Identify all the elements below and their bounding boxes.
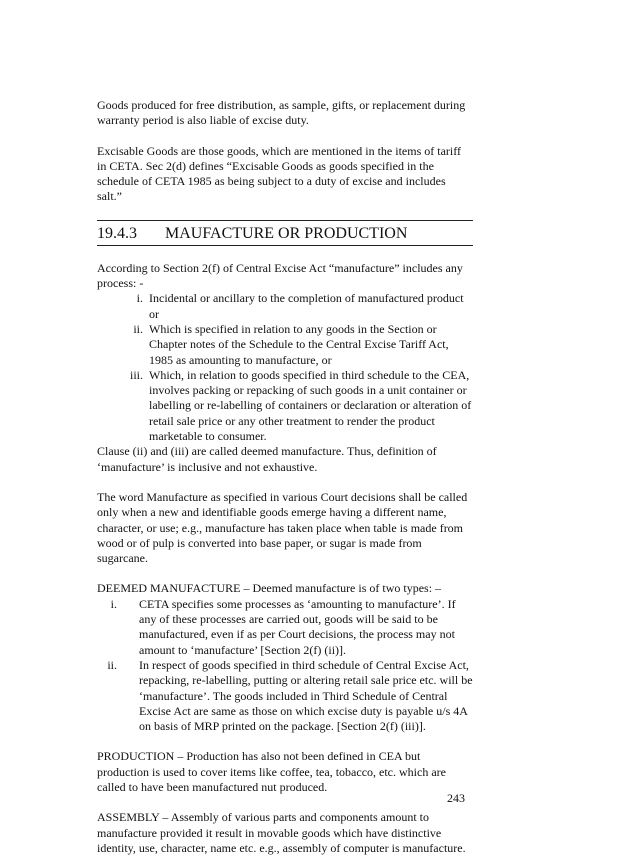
list-item xyxy=(97,322,473,368)
paragraph-assembly: ASSEMBLY – Assembly of various parts and components amount to manufacture provided it result in movable goods which have distinctive identity, use, character, name etc. e.g., assembly of computer is manufacture. xyxy=(97,810,466,855)
paragraph-production: PRODUCTION – Production has also not been defined in CEA but production is used to cover items like coffee, tea, tobacco, etc. which are called to have been manufactured nut produced. xyxy=(97,749,446,794)
document-body xyxy=(97,98,473,856)
paragraph-deemed-manufacture: DEEMED MANUFACTURE – Deemed manufacture is of two types: – xyxy=(97,581,442,596)
section-number: 19.4.3 xyxy=(97,224,137,242)
manufacture-process-list xyxy=(97,291,473,444)
paragraph-deemed-clauses: Clause (ii) and (iii) are called deemed manufacture. Thus, definition of ‘manufacture’ is inclusive and not exhaustive. xyxy=(97,444,437,474)
list-item xyxy=(97,291,473,322)
list-item xyxy=(97,658,473,734)
list-item-number: i. xyxy=(136,291,143,306)
list-item-number: ii. xyxy=(133,321,143,336)
page-number: 243 xyxy=(447,791,465,805)
deemed-manufacture-list xyxy=(97,597,473,735)
list-item xyxy=(97,368,473,444)
paragraph-section-2f: According to Section 2(f) of Central Excise Act “manufacture” includes any process: - xyxy=(97,260,463,291)
paragraph-free-distribution: Goods produced for free distribution, as sample, gifts, or replacement during warranty period is also liable of excise duty. xyxy=(97,98,466,128)
list-item-text: Incidental or ancillary to the completion of manufactured product or xyxy=(149,291,464,321)
list-item-number: ii. xyxy=(107,657,117,672)
list-item-text: CETA specifies some processes as ‘amounting to manufacture’. If any of these processes are carried out, goods will be said to be manufactured, even if as per Court decisions, the process may not amount to ‘manufacture’ [Section 2(f) (ii)]. xyxy=(139,596,456,657)
list-item-number: iii. xyxy=(129,367,143,382)
paragraph-court-decisions: The word Manufacture as specified in various Court decisions shall be called only when a new and identifiable goods emerge having a different name, character, or use; e.g., manufacture has taken place when table is made from wood or of pulp is converted into base paper, or sugar is made from sugarcane. xyxy=(97,489,468,566)
paragraph-excisable-goods: Excisable Goods are those goods, which are mentioned in the items of tariff in CETA. Sec 2(d) defines “Excisable Goods as goods specified in the schedule of CETA 1985 as being subject to a duty of excise and includes salt.” xyxy=(97,143,462,204)
list-item-text: Which is specified in relation to any goods in the Section or Chapter notes of the Schedule to the Central Excise Tariff Act, 1985 as amounting to manufacture, or xyxy=(149,321,449,367)
list-item-text: In respect of goods specified in third schedule of Central Excise Act, repacking, re-labelling, putting or altering retail sale price etc. will be ‘manufacture’. The goods included in Third Schedule of Central Excise Act are same as those on which excise duty is payable u/s 4A on basis of MRP printed on the package. [Section 2(f) (iii)]. xyxy=(139,657,473,734)
section-heading xyxy=(97,220,473,246)
list-item-number: i. xyxy=(110,596,117,611)
list-item xyxy=(97,597,473,658)
list-item-text: Which, in relation to goods specified in third schedule to the CEA, involves packing or repacking of such goods in a unit container or labelling or re-labelling of containers or declaration or alteration of retail sale price or any other treatment to render the product marketable to consumer. xyxy=(149,367,472,444)
section-title: MAUFACTURE OR PRODUCTION xyxy=(165,224,408,242)
